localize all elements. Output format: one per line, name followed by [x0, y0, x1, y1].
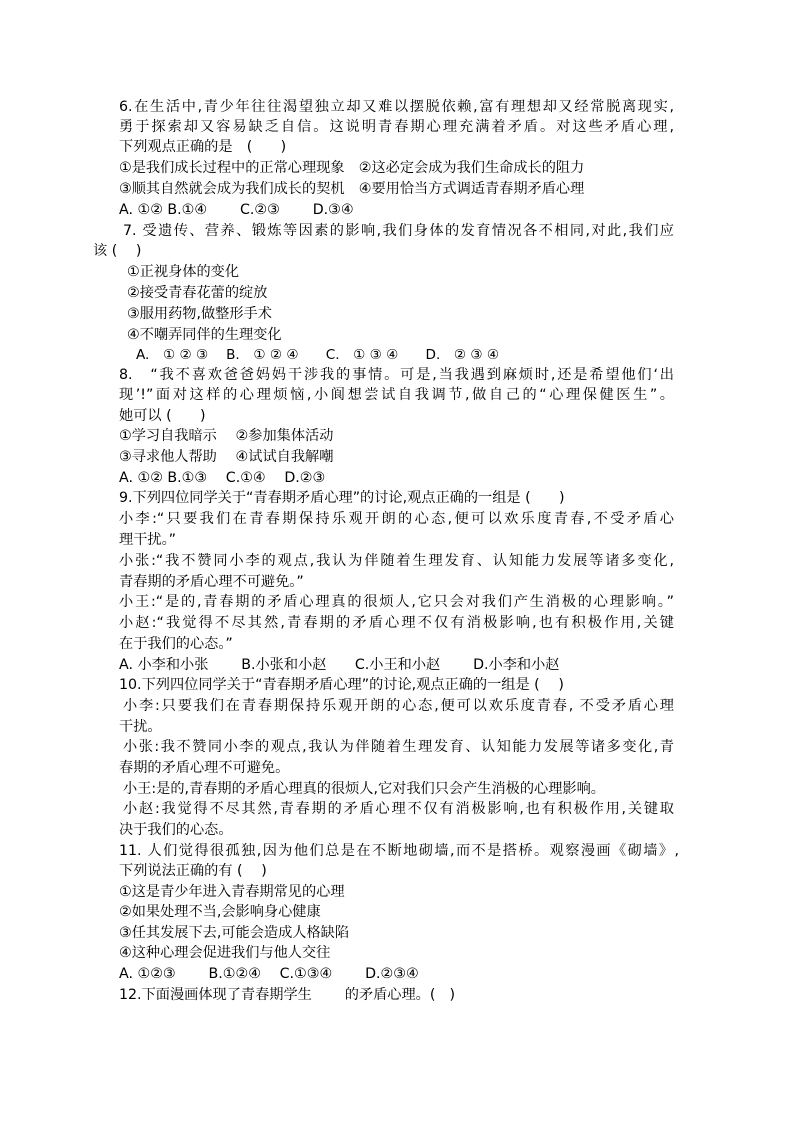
question-11-line-2: 下列说法正确的有 ( ): [119, 863, 267, 879]
question-7-line-2: 该 ( ): [93, 243, 142, 259]
question-11-item: ①这是青少年进入青春期常见的心理: [119, 884, 345, 900]
question-8-choices: A. ①② B.①③ C.①④ D.②③: [119, 470, 326, 486]
question-10-statement: 小王:是的,青春期的矛盾心理真的很烦人,它对我们只会产生消极的心理影响。: [123, 781, 605, 797]
question-8-line-3: 她可以 ( ): [119, 408, 206, 424]
question-11-choices: A. ①②③ B.①②④ C.①③④ D.②③④: [119, 966, 419, 982]
question-6-line-2: 勇于探索却又容易缺乏自信。这说明青春期心理充满着矛盾。对这些矛盾心理,: [119, 119, 674, 135]
question-9-statement: 小张:“我不赞同小李的观点,我认为伴随着生理发育、认知能力发展等诸多变化,: [119, 553, 674, 569]
question-11-item: ②如果处理不当,会影响身心健康: [119, 904, 321, 920]
question-9-statement: 小李:“只要我们在青春期保持乐观开朗的心态,便可以欢乐度青春,不受矛盾心: [119, 511, 674, 527]
question-9-statement: 在于我们的心态。”: [119, 636, 233, 652]
question-11-item: ③任其发展下去,可能会造成人格缺陷: [119, 925, 350, 941]
question-8-line-1: 8. “我不喜欢爸爸妈妈干涉我的事情。可是,当我遇到麻烦时,还是希望他们‘出: [119, 367, 674, 383]
question-11-item: ④这种心理会促进我们与他人交往: [119, 945, 331, 961]
question-8-option-line: ①学习自我暗示 ②参加集体活动: [119, 428, 334, 444]
question-8-option-line: ③寻求他人帮助 ④试试自我解嘲: [119, 449, 334, 465]
question-7-item: ③服用药物,做整形手术: [127, 306, 272, 322]
question-9-choices: A. 小李和小张 B.小张和小赵 C.小王和小赵 D.小李和小赵: [119, 657, 560, 673]
question-9-statement: 小赵:“我觉得不尽其然,青春期的矛盾心理不仅有消极影响,也有积极作用,关键: [119, 615, 674, 631]
question-10-statement: 小李:只要我们在青春期保持乐观开朗的心态,便可以欢乐度青春, 不受矛盾心理: [123, 698, 674, 714]
question-10-line-1: 10.下列四位同学关于“青春期矛盾心理”的讨论,观点正确的一组是 ( ): [119, 677, 564, 693]
question-11-line-1: 11. 人们觉得很孤独,因为他们总是在不断地砌墙,而不是搭桥。观察漫画《砌墙》,: [119, 843, 679, 859]
question-10-statement: 小张:我不赞同小李的观点,我认为伴随着生理发育、认知能力发展等诸多变化,青: [123, 739, 674, 755]
question-6-option-line: ③顺其自然就会成为我们成长的契机 ④要用恰当方式调适青春期矛盾心理: [119, 181, 585, 197]
question-7-item: ②接受青春花蕾的绽放: [127, 285, 268, 301]
question-8-line-2: 现’!”面对这样的心理烦恼,小阆想尝试自我调节,做自己的“心理保健医生”。: [119, 387, 674, 403]
question-6-line-3: 下列观点正确的是 ( ): [119, 139, 287, 155]
question-9-statement: 青春期的矛盾心理不可避免。”: [119, 574, 304, 590]
question-12-line-1: 12.下面漫画体现了青春期学生 的矛盾心理。( ): [119, 987, 456, 1003]
question-10-statement: 春期的矛盾心理不可避免。: [119, 760, 290, 776]
question-10-statement: 干扰。: [119, 719, 162, 735]
question-9-statement: 小王:“是的,青春期的矛盾心理真的很烦人,它只会对我们产生消极的心理影响。”: [119, 594, 674, 610]
question-6-choices: A. ①② B.①④ C.②③ D.③④: [119, 202, 354, 218]
question-7-choices: A. ① ② ③ B. ① ② ④ C. ① ③ ④ D. ② ③ ④: [136, 347, 500, 363]
question-9-line-1: 9.下列四位同学关于“青春期矛盾心理”的讨论,观点正确的一组是 ( ): [119, 490, 565, 506]
question-10-statement: 小赵:我觉得不尽其然,青春期的矛盾心理不仅有消极影响,也有积极作用,关键取: [123, 801, 674, 817]
question-7-line-1: 7. 受遗传、营养、锻炼等因素的影响,我们身体的发育情况各不相同,对此,我们应: [123, 223, 674, 239]
question-7-item: ④不嘲弄同伴的生理变化: [127, 327, 282, 343]
question-6-line-1: 6.在生活中,青少年往往渴望独立却又难以摆脱依赖,富有理想却又经常脱离现实,: [119, 99, 674, 115]
question-9-statement: 理干扰。”: [119, 532, 177, 548]
question-10-statement: 决于我们的心态。: [119, 822, 233, 838]
question-6-option-line: ①是我们成长过程中的正常心理现象 ②这必定会成为我们生命成长的阻力: [119, 160, 585, 176]
question-7-item: ①正视身体的变化: [127, 264, 240, 280]
